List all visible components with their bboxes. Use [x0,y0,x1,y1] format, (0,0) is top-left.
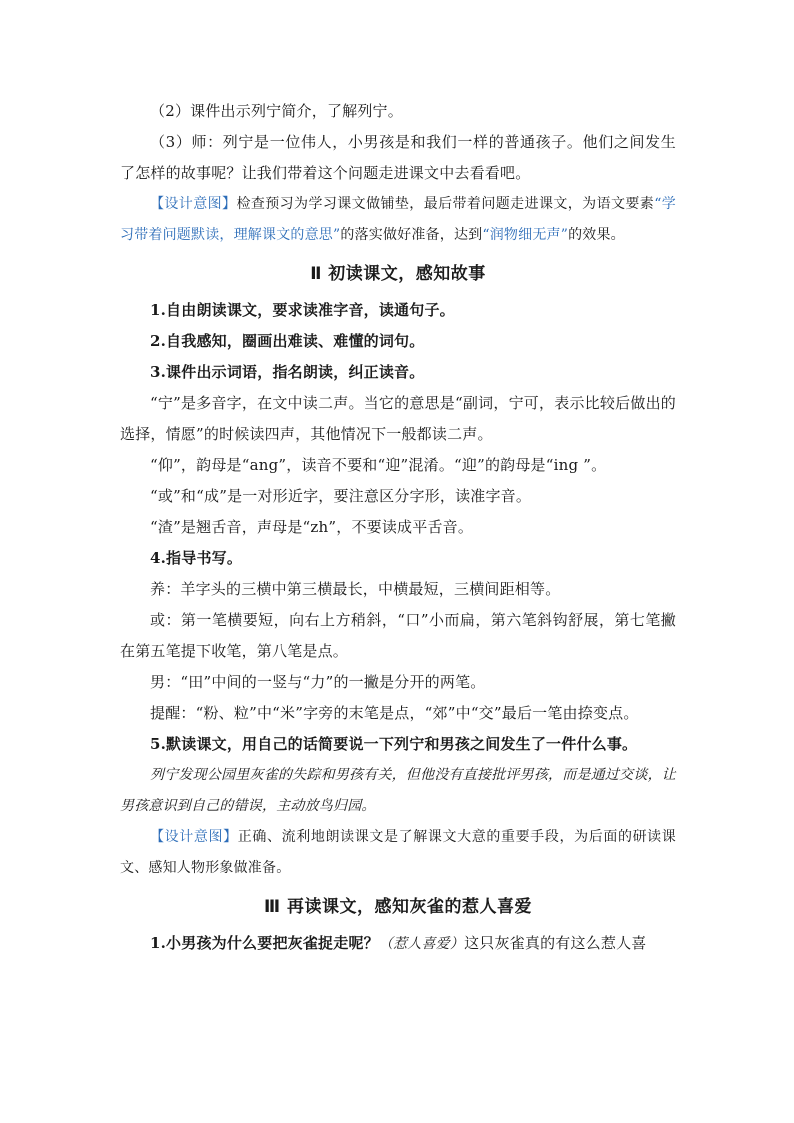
design-intent-highlight: “润物细无声” [482,227,569,243]
task-5: 5.默读课文，用自己的话简要说一下列宁和男孩之间发生了一件什么事。 [150,735,638,753]
document-page [120,96,676,960]
design-intent-text: 的落实做好准备，达到 [340,227,483,243]
reference-answer: 列宁发现公园里灰雀的失踪和男孩有关，但他没有直接批评男孩，而是通过交谈，让男孩意识到自己的错误，主动放鸟归园。 [120,767,676,814]
design-intent-highlight: “学习带着问题默读，理解课文的意思” [120,196,676,243]
design-intent-tag: 【设计意图】 [150,829,238,845]
task-4: 4.指导书写。 [150,549,243,567]
design-intent-text: 的效果。 [568,227,625,243]
task-3: 3.课件出示词语，指名朗读，纠正读音。 [150,363,425,381]
writing-note-huo: 或：第一笔横要短，向右上方稍斜，“口”小而扁，第六笔斜钩舒展，第七笔撇在第五笔提下收笔，第八笔是点。 [120,611,676,660]
task-2: 2.自我感知，圈画出难读、难懂的词句。 [150,332,425,350]
writing-reminder: 提醒：“粉、粒”中“米”字旁的末笔是点，“郊”中“交”最后一笔由捺变点。 [150,704,639,722]
section-heading-3: Ⅲ 再读课文，感知灰雀的惹人喜爱 [264,897,532,917]
design-intent-1 [120,189,676,251]
writing-note-nan: 男：“田”中间的一竖与“力”的一撇是分开的两笔。 [150,673,486,691]
design-intent-tag: 【设计意图】 [150,196,237,212]
question-1-text: 1.小男孩为什么要把灰雀捉走呢？ [150,934,379,952]
design-intent-text: 检查预习为学习课文做铺垫，最后带着问题走进课文，为语文要素 [236,196,655,212]
pronunciation-note-yang: “仰”，韵母是“ang”，读音不要和“迎”混淆。“迎”的韵母是“ing ”。 [150,456,607,474]
design-intent-text: 正确、流利地朗读课文是了解课文大意的重要手段，为后面的研读课文、感知人物形象做准备。 [120,829,677,876]
design-intent-2 [120,822,676,884]
question-1-continuation: 这只灰雀真的有这么惹人喜 [464,934,647,952]
pronunciation-note-huo: “或”和“成”是一对形近字，要注意区分字形，读准字音。 [150,487,532,505]
writing-note-yang: 养：羊字头的三横中第三横最长，中横最短，三横间距相等。 [150,580,561,598]
paragraph-step-3: （3）师：列宁是一位伟人，小男孩是和我们一样的普通孩子。他们之间发生了怎样的故事呢？让我们带着这个问题走进课文中去看看吧。 [120,133,676,182]
pronunciation-note-zha: “渣”是翘舌音，声母是“zh”，不要读成平舌音。 [150,518,474,536]
pronunciation-note-ning: “宁”是多音字，在文中读二声。当它的意思是“副词，宁可，表示比较后做出的选择，情愿”的时候读四声，其他情况下一般都读二声。 [120,394,676,443]
section-heading-2: Ⅱ 初读课文，感知故事 [310,264,486,284]
task-1: 1.自由朗读课文，要求读准字音，读通句子。 [150,301,455,319]
question-1 [120,928,676,960]
question-1-hint: （惹人喜爱） [378,936,465,952]
paragraph-step-2: （2）课件出示列宁简介，了解列宁。 [150,102,403,120]
